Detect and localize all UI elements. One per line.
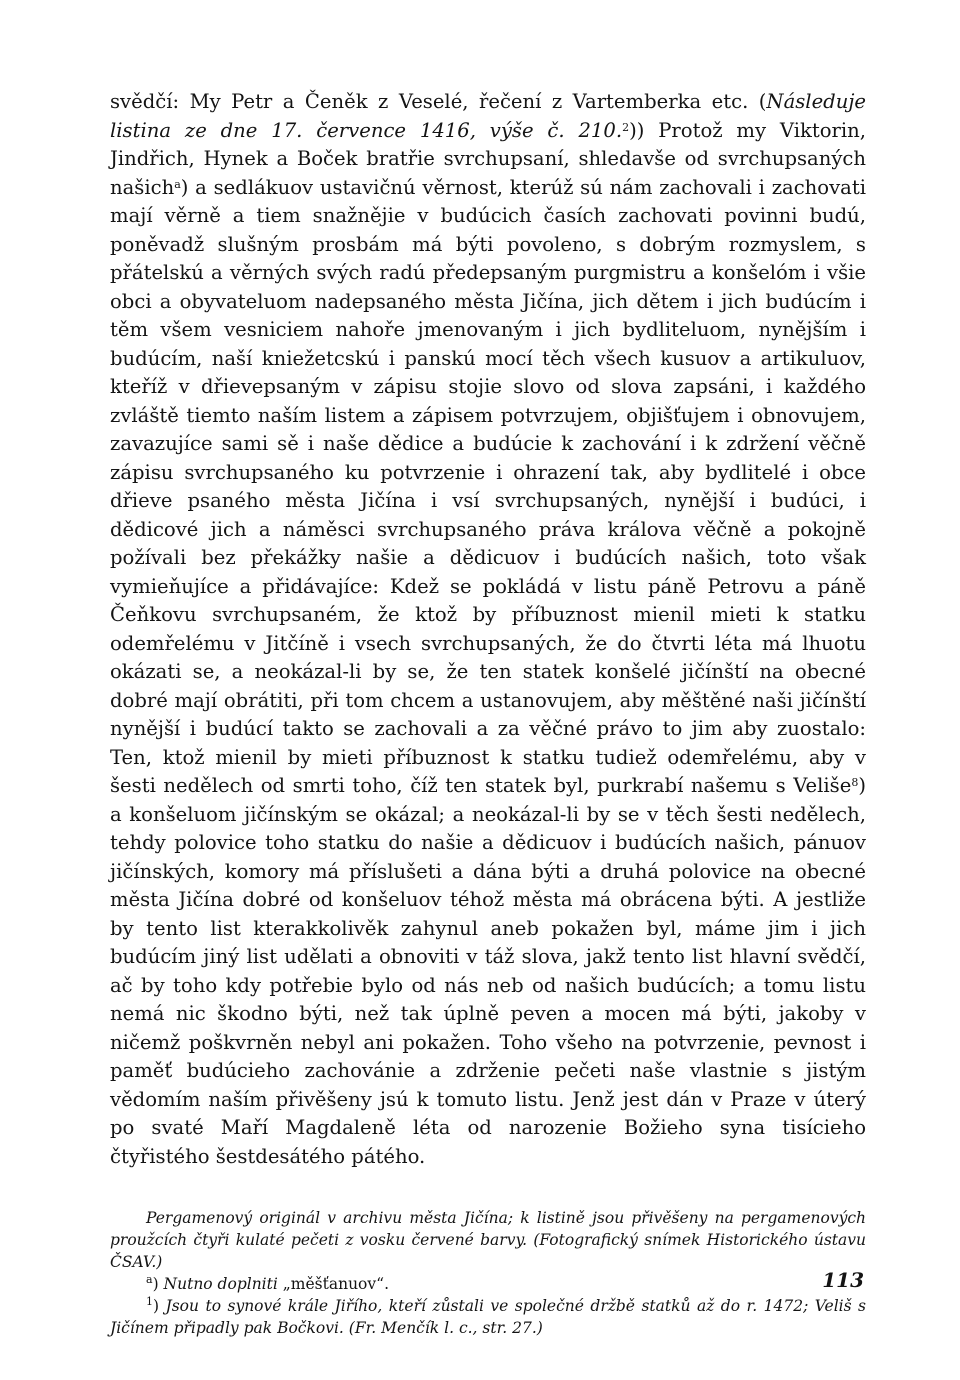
charter-text-part: ) a sedlákuov ustavičnú věrnost, kterúž sú nám zachovali i zachovati mají věrně a tiem snažnějie v budúcich časích zachovati povinni budú, poněvadž slušným prosbám má býti povoleno, s dobrým rozmyslem, s přátelskú a věrných svých radú předepsaným purgmistru a konšelóm i všie obci a obyvateluom nadepsaného města Jičína, jich dětem i jich budúcím i těm všem vesniciem nahoře jmenovaným i jich bydliteluom, nynějším i budúcím, naší kniežetcskú i panskú mocí těch všech kusuov a artikuluov, kteříž v dřievepsaným v zápisu stojie slovo od slova zapsáni, i každého zvláště tiemto naším listem a zápisem potvrzujem, objišťujem i obnovujem, zavazujíce sami sě i naše dědice a budúcie k zachování i k zdržení věčně zápisu svrchupsaného ku potvrzenie i ohrazení tak, aby bydlitelé i obce dřieve psaného města Jičína i vsí svrchupsaných, nynější i budúci, i dědicové jich a náměsci svrchupsaného práva králova věčně a pokojně požívali bez překážky našie a dědicuov i budúcích našich, toto však vymieňujíce a přidávajíce: Kdež se pokládá v listu páně Petrovu a páně Čeňkovu svrchupsaném, že ktož by příbuznost mienil mieti k statku odemřelému v Jitčíně i vsech svrchupsaných, že do čtvrti léta má lhuotu okázati se, a neokázal-li by se, že ten statek konšelé jičínští na obecné dobré mají obrátiti, při tom chcem a ustanovujem, aby měštěné naši jičínští nynější i budúcí takto se zachovali a za věčné právo to jim aby zuostalo: Ten, ktož mienil by mieti příbuznost k statku tudiež odemřelému, aby v šesti nedělech od smrti toho, číž ten statek byl, purkrabí našemu s Veliše — [110, 175, 866, 797]
footnote-mark: a — [146, 1273, 153, 1286]
footnote-a-text: Nutno doplniti — [163, 1275, 278, 1293]
charter-text-part: )) Protož my Viktorin, Jindřich, Hynek a Boček bratřie svrchupsaní, shledavše od svrchupsaných našich — [110, 118, 866, 199]
document-page — [110, 88, 866, 1339]
footnote-ref: 2 — [622, 120, 630, 134]
footnote-ref: a — [174, 177, 181, 191]
page-number: 113 — [822, 1268, 864, 1292]
charter-text-part: svědčí: My Petr a Čeněk z Veselé, řečení z Vartemberka etc. ( — [110, 90, 767, 113]
charter-text-part: ) a konšeluom jičínským se okázal; a neokázal-li by se v těch šesti nedělech, tehdy polovice toho statku do našie a dědicuov i budúcích našich, pánuov jičínských, komory má příslušeti a dána býti a druhá polovice na obecné města Jičína dobré od konšeluov téhož města má obrácena býti. A jestliže by tento list kterakkolivěk zahynul aneb pokažen byl, máme jim i jich budúcím jiný list udělati a obnoviti v táž slova, jakž tento list hlavní svědčí, ač by toho kdy potřebie bylo od nás neb od našich budúcích; a tomu listu nemá nic škodno býti, než tak úplně peven a mocen má býti, jakoby v ničemž poškvrněn nebyl ani pokažen. Toho všeho na potvrzenie, pevnost i paměť budúcieho zachovánie a zdrženie pečeti naše vlastnie s jistým vědomím naším přivěšeny jsú k tomuto listu. Jenž jest dán v Praze v úterý po svaté Maří Magdaleně léta od narozenie Božieho syna tisícieho čtyřistého šestdesátého pátého. — [110, 774, 866, 1168]
footnote-1: $^1$) Jsou to synové krále Jiřího, kteří zůstali ve společné držbě statků až do r. 1472; Veliš s Jičínem připadly pak Bočkovi. (Fr. Menčík l. c., str. 27.) — [110, 1295, 866, 1337]
editorial-note-inline: Následuje listina ze dne 17. července 1416, výše č. 210. — [110, 90, 866, 142]
footnotes — [110, 1207, 866, 1339]
source-note: Pergamenový originál v archivu města Jičína; k listině jsou přivěšeny na pergamenových proužcích čtyři kulaté pečeti z vosku červené barvy. (Fotografický snímek Historického ústavu ČSAV.) — [110, 1209, 866, 1271]
charter-text — [110, 88, 866, 1171]
footnote-mark: 1 — [146, 1295, 153, 1308]
footnote-ref: 8 — [851, 776, 859, 789]
footnote-a: $^a$) Nutno doplniti „měšťanuov“. — [146, 1273, 389, 1293]
footnote-a-word: „měšťanuov“. — [282, 1275, 389, 1293]
footnote-1-text: Jsou to synové krále Jiřího, kteří zůstali ve společné držbě statků až do r. 1472; Veliš s Jičínem připadly pak Bočkovi. (Fr. Menčík l. c., str. 27.) — [110, 1297, 866, 1337]
